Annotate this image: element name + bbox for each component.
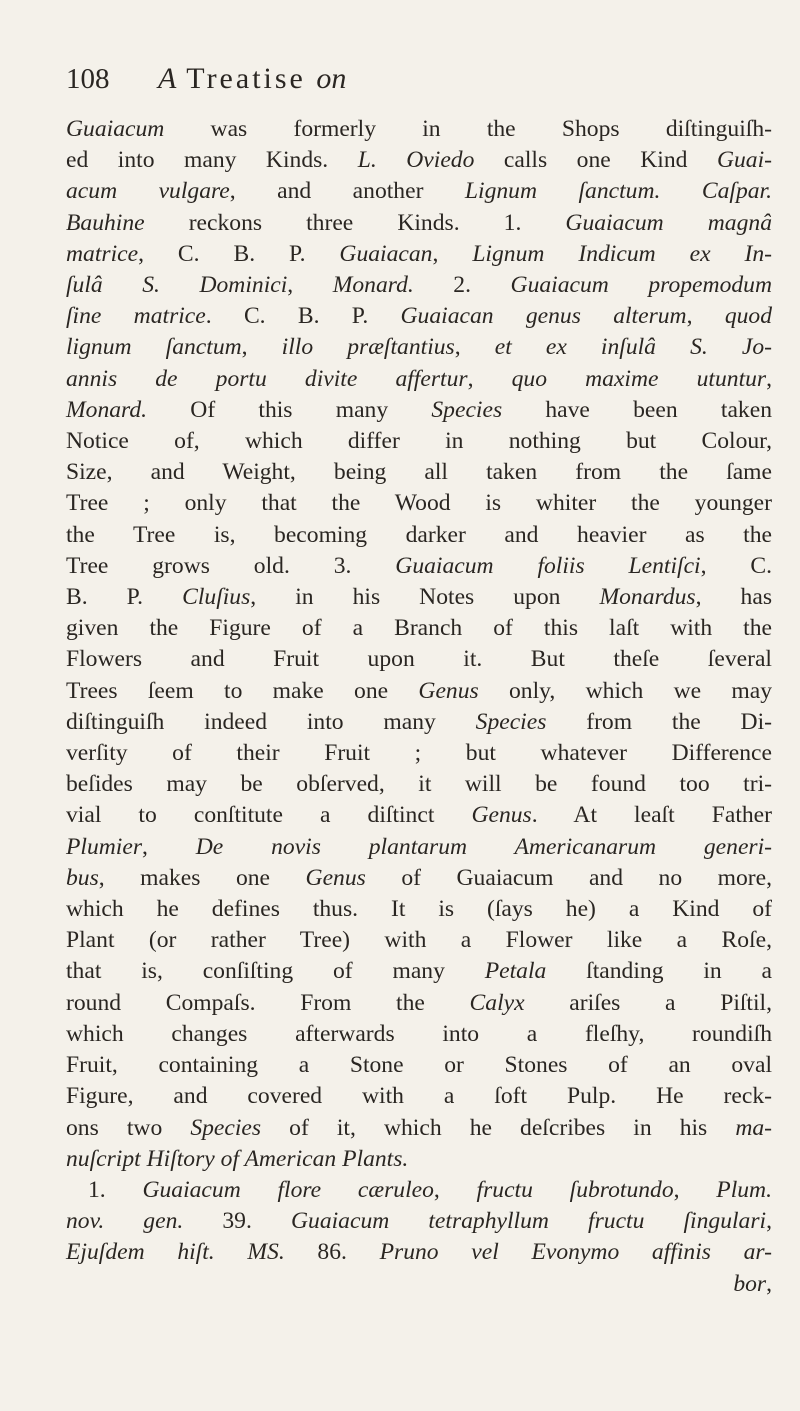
roman-text: ariſes a Piſtil,	[524, 989, 772, 1016]
roman-text: Fruit, containing a Stone or Stones of an oval	[66, 1052, 772, 1079]
italic-text: ſine matrice	[66, 303, 206, 330]
italic-text: et ex inſulâ S. Jo-	[494, 334, 772, 361]
text-line	[66, 239, 772, 270]
italic-text: Lignum ſanctum. Caſpar.	[464, 178, 773, 205]
italic-text: ſulâ S. Dominici	[66, 272, 288, 299]
italic-text: nov. gen.	[66, 1208, 184, 1235]
roman-text: Tree ; only that the Wood is whiter the younger	[66, 490, 772, 517]
roman-text: of it, which he deſcribes in his	[261, 1114, 736, 1141]
italic-text: Cluſius	[182, 584, 251, 611]
italic-text: Bauhine	[66, 209, 145, 236]
text-line	[66, 520, 772, 551]
roman-text: ſtanding in a	[546, 958, 772, 985]
roman-text: reckons three Kinds. 1.	[144, 209, 566, 236]
italic-text: Guaiacan	[339, 240, 433, 267]
text-line	[66, 114, 772, 145]
text-line	[66, 1019, 772, 1050]
italic-text: matrice	[66, 240, 139, 267]
italic-text: Lignum Indicum ex In-	[472, 240, 772, 267]
text-line	[66, 1175, 772, 1206]
roman-text: ,	[287, 272, 333, 299]
italic-text: Guaiacum flore cæruleo	[142, 1176, 434, 1203]
italic-text: Monard.	[332, 272, 414, 299]
text-line	[66, 1237, 772, 1268]
roman-text: B. P.	[66, 584, 183, 611]
roman-text: Plant (or rather Tree) with a Flower like a Roſe,	[66, 927, 772, 954]
text-line	[66, 582, 772, 613]
roman-text: ,	[766, 1270, 772, 1297]
italic-text: Pruno vel Evonymo affinis ar-	[379, 1239, 772, 1266]
italic-text: Guaiacum tetraphyllum fructu ſingulari	[290, 1208, 767, 1235]
text-line	[66, 925, 772, 956]
text-line	[66, 270, 772, 301]
italic-text: Plum.	[716, 1176, 772, 1203]
italic-text: Guaiacum magnâ	[565, 209, 772, 236]
text-line	[66, 364, 772, 395]
italic-text: acum vulgare	[66, 178, 230, 205]
text-line	[66, 395, 772, 426]
text-line	[66, 176, 772, 207]
italic-text: lignum ſanctum	[66, 334, 242, 361]
text-line	[66, 1144, 772, 1175]
text-line	[66, 1206, 772, 1237]
roman-text: Size, and Weight, being all taken from the ſame	[66, 459, 772, 486]
roman-text: was formerly in the Shops diſtinguiſh-	[164, 116, 772, 142]
text-line	[66, 1050, 772, 1081]
roman-text: diſtinguiſh indeed into many	[66, 708, 476, 735]
roman-text: Tree grows old. 3.	[66, 552, 396, 579]
roman-text: 1.	[88, 1176, 143, 1203]
roman-text: ,	[454, 334, 495, 361]
italic-text: Monard.	[66, 396, 148, 423]
roman-text: only, which we may	[478, 677, 773, 704]
roman-text: ,	[142, 833, 196, 860]
text-line	[66, 551, 772, 582]
italic-text: quo maxime utuntur	[511, 365, 767, 392]
italic-text: Guaiacan genus alterum	[400, 303, 687, 330]
text-line	[66, 488, 772, 519]
roman-text: Trees ſeem to make one	[66, 677, 419, 704]
italic-text: Genus	[471, 802, 532, 829]
running-title-main: Treatise	[186, 62, 306, 95]
italic-text: Guaiacum foliis Lentiſci	[395, 552, 701, 579]
italic-text: Species	[475, 708, 547, 735]
roman-text: Notice of, which differ in nothing but Colour,	[66, 428, 772, 455]
page-number: 108	[66, 63, 110, 95]
italic-text: Monardus	[599, 584, 696, 611]
italic-text: Species	[431, 396, 503, 423]
roman-text: that is, conſiſting of many	[66, 958, 485, 985]
text-line	[66, 956, 772, 987]
running-title	[158, 62, 346, 96]
roman-text: 86.	[284, 1239, 380, 1266]
roman-text: , has	[695, 584, 773, 611]
roman-text: given the Figure of a Branch of this laſt with the	[66, 615, 772, 642]
roman-text: calls one Kind	[474, 147, 717, 174]
roman-text: , makes one	[98, 864, 306, 891]
roman-text: which changes afterwards into a fleſhy, roundiſh	[66, 1020, 772, 1047]
text-line	[66, 676, 772, 707]
roman-text: Of this many	[147, 396, 432, 423]
text-line	[66, 644, 772, 675]
roman-text: verſity of their Fruit ; but whatever Difference	[66, 740, 772, 767]
italic-text: Plumier	[66, 833, 143, 860]
text-line	[66, 894, 772, 925]
text-line	[66, 707, 772, 738]
roman-text: from the Di-	[546, 708, 773, 735]
roman-text: ,	[433, 1176, 477, 1203]
italic-text: illo præſtantius	[281, 334, 455, 361]
italic-text: bus	[66, 864, 99, 891]
roman-text: Flowers and Fruit upon it. But theſe ſeveral	[66, 646, 772, 673]
roman-text: ed into many Kinds.	[66, 147, 358, 174]
running-title-on: on	[316, 62, 347, 95]
italic-text: Ejuſdem hiſt. MS.	[66, 1239, 285, 1266]
italic-text: bor	[733, 1270, 767, 1297]
text-line	[66, 738, 772, 769]
running-head	[66, 62, 772, 106]
text-line	[66, 613, 772, 644]
italic-text: Petala	[484, 958, 547, 985]
roman-text: have been taken	[502, 396, 772, 423]
roman-text: beſides may be obſerved, it will be found too tri-	[66, 771, 772, 798]
italic-text: Genus	[418, 677, 479, 704]
roman-text: ,	[686, 303, 725, 330]
text-line	[66, 769, 772, 800]
roman-text: round Compaſs. From the	[66, 989, 470, 1016]
text-line	[66, 863, 772, 894]
roman-text: ,	[241, 334, 282, 361]
text-line	[66, 988, 772, 1019]
text-line	[66, 800, 772, 831]
roman-text: ,	[673, 1176, 717, 1203]
text-line	[66, 457, 772, 488]
roman-text: . At leaſt Father	[531, 802, 772, 829]
text-line	[66, 1081, 772, 1112]
body-text	[66, 114, 772, 1300]
text-line	[66, 301, 772, 332]
italic-text: Guai-	[716, 147, 772, 174]
roman-text: Figure, and covered with a ſoft Pulp. He reck-	[66, 1083, 772, 1110]
roman-text: ,	[766, 365, 773, 392]
italic-text: nuſcript Hiſtory of American Plants.	[66, 1145, 409, 1172]
italic-text: quod	[724, 303, 772, 330]
roman-text: , in his Notes upon	[250, 584, 600, 611]
roman-text: ,	[432, 240, 473, 267]
roman-text: of Guaiacum and no more,	[365, 864, 773, 891]
italic-text: Species	[190, 1114, 262, 1141]
text-line	[66, 1113, 772, 1144]
text-line	[66, 832, 772, 863]
roman-text: the Tree is, becoming darker and heavier as the	[66, 521, 772, 548]
running-title-a: A	[158, 62, 177, 95]
italic-text: De novis plantarum Americanarum generi-	[195, 833, 773, 860]
italic-text: fructu ſubrotundo	[476, 1176, 674, 1203]
roman-text: , C.	[700, 552, 772, 579]
italic-text: L. Oviedo	[357, 147, 475, 174]
roman-text: 39.	[183, 1208, 291, 1235]
text-line	[66, 426, 772, 457]
italic-text: Calyx	[469, 989, 525, 1016]
text-line	[66, 145, 772, 176]
roman-text: , and another	[229, 178, 465, 205]
text-line	[66, 208, 772, 239]
roman-text: ons two	[66, 1114, 191, 1141]
roman-text: which he defines thus. It is (ſays he) a Kind of	[66, 896, 772, 923]
italic-text: ma-	[735, 1114, 773, 1141]
roman-text: 2.	[413, 272, 511, 299]
italic-text: annis de portu divite affertur	[66, 365, 468, 392]
italic-text: Guaiacum propemodum	[510, 272, 772, 299]
roman-text: , C. B. P.	[138, 240, 340, 267]
text-line	[66, 1269, 772, 1300]
roman-text: ,	[467, 365, 512, 392]
text-line	[66, 332, 772, 363]
italic-text: Genus	[305, 864, 366, 891]
roman-text: vial to conſtitute a diſtinct	[66, 802, 472, 829]
roman-text: ,	[766, 1208, 772, 1235]
italic-text: Guaiacum	[66, 116, 165, 142]
roman-text: . C. B. P.	[205, 303, 401, 330]
